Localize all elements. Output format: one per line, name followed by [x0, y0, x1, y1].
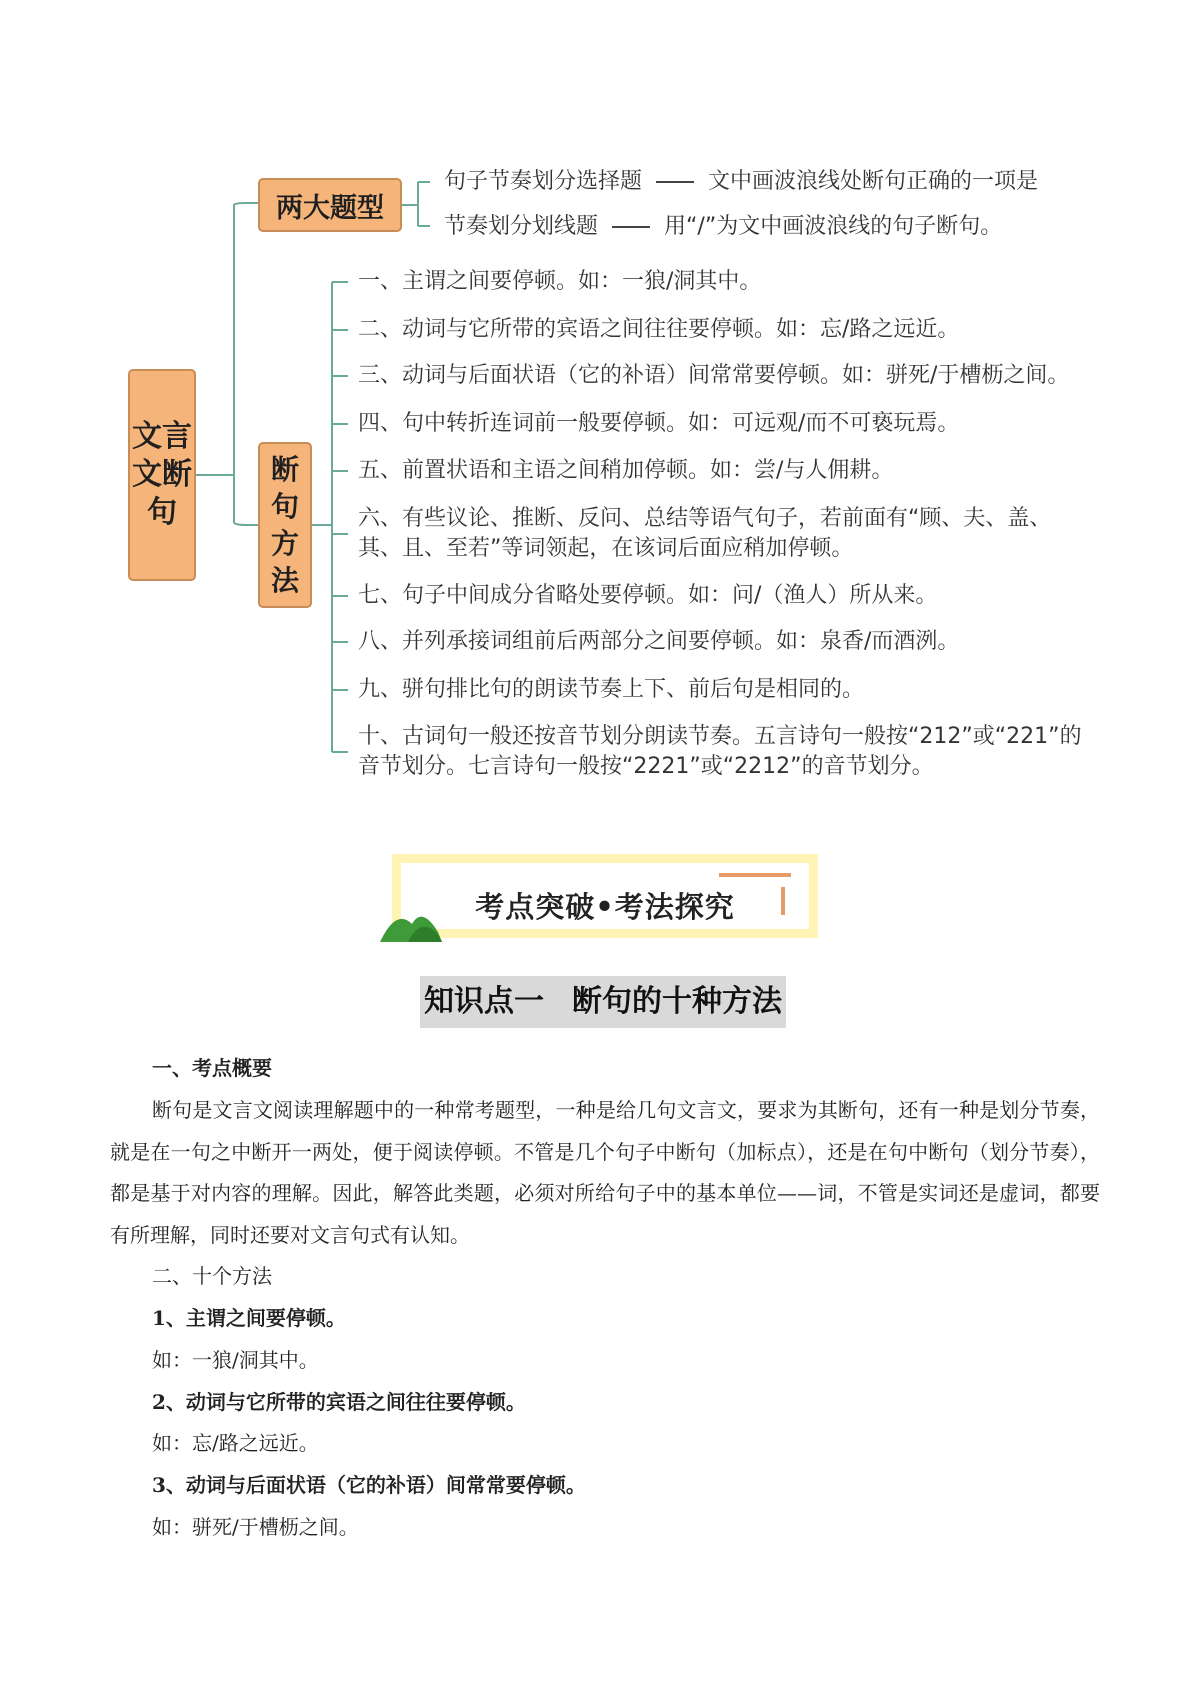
mindmap-types-node: 两大题型 [258, 178, 402, 232]
mindmap-methods-node: 断句方法 [258, 442, 312, 608]
mindmap-method-9: 九、骈句排比句的朗读节奏上下、前后句是相同的。 [358, 677, 865, 702]
mindmap-method-4: 四、句中转折连词前一般要停顿。如：可远观/而不可亵玩焉。 [358, 411, 960, 436]
mindmap-method-3: 三、动词与后面状语（它的补语）间常常要停顿。如：骈死/于槽枥之间。 [358, 363, 1070, 388]
method-3-title: 3、动词与后面状语（它的补语）间常常要停顿。 [152, 1473, 586, 1497]
mindmap-method-7: 七、句子中间成分省略处要停顿。如：问/（渔人）所从来。 [358, 583, 938, 608]
section-banner [392, 854, 818, 938]
type-1-name: 句子节奏划分选择题 [444, 169, 643, 194]
section-heading-methods: 二、十个方法 [152, 1264, 272, 1288]
mindmap-method-1: 一、主谓之间要停顿。如：一狼/洞其中。 [358, 269, 762, 294]
mindmap-method-5: 五、前置状语和主语之间稍加停顿。如：尝/与人佣耕。 [358, 458, 894, 483]
method-2-title: 2、动词与它所带的宾语之间往往要停顿。 [152, 1390, 526, 1414]
mindmap-type-1 [444, 167, 1038, 197]
section-heading-overview: 一、考点概要 [152, 1056, 272, 1080]
mindmap-type-2 [444, 212, 1002, 242]
banner-title: 考点突破•考法探究 [475, 890, 735, 924]
mindmap-method-8: 八、并列承接词组前后两部分之间要停顿。如：泉香/而酒洌。 [358, 629, 960, 654]
type-2-name: 节奏划分划线题 [444, 214, 599, 239]
mindmap-method-10: 十、古词句一般还按音节划分朗读节奏。五言诗句一般按“212”或“221”的音节划分。七言诗句一般按“2221”或“2212”的音节划分。 [358, 724, 1082, 779]
type-1-desc: 文中画波浪线处断句正确的一项是 [708, 169, 1039, 194]
method-1-example: 如：一狼/洞其中。 [152, 1348, 319, 1372]
banner-inner [401, 863, 809, 929]
banner-stripe-horizontal [719, 873, 791, 877]
knowledge-point-number: 知识点一 [424, 984, 544, 1019]
intro-paragraph: 断句是文言文阅读理解题中的一种常考题型，一种是给几句文言文，要求为其断句，还有一种是划分节奏，就是在一句之中断开一两处，便于阅读停顿。不管是几个句子中断句（加标点），还是在句中断句（划分节奏），都是基于对内容的理解。因此，解答此类题，必须对所给句子中的基本单位——词，不管是实词还是虚词，都要有所理解，同时还要对文言句式有认知。 [110, 1098, 1100, 1247]
method-1-title: 1、主谓之间要停顿。 [152, 1306, 346, 1330]
type-2-desc: 用“/”为文中画波浪线的句子断句。 [664, 214, 1003, 239]
method-2-example: 如：忘/路之远近。 [152, 1431, 319, 1455]
hills-icon [378, 902, 448, 944]
knowledge-point-title [420, 976, 786, 1028]
knowledge-point-name: 断句的十种方法 [572, 984, 782, 1019]
mindmap-root-node: 文言文断句 [128, 369, 196, 581]
method-3-example: 如：骈死/于槽枥之间。 [152, 1515, 359, 1539]
mindmap-method-2: 二、动词与它所带的宾语之间往往要停顿。如：忘/路之远近。 [358, 317, 960, 342]
mindmap-method-6: 六、有些议论、推断、反问、总结等语气句子，若前面有“顾、夫、盖、其、且、至若”等词领起，在该词后面应稍加停顿。 [358, 506, 1052, 561]
